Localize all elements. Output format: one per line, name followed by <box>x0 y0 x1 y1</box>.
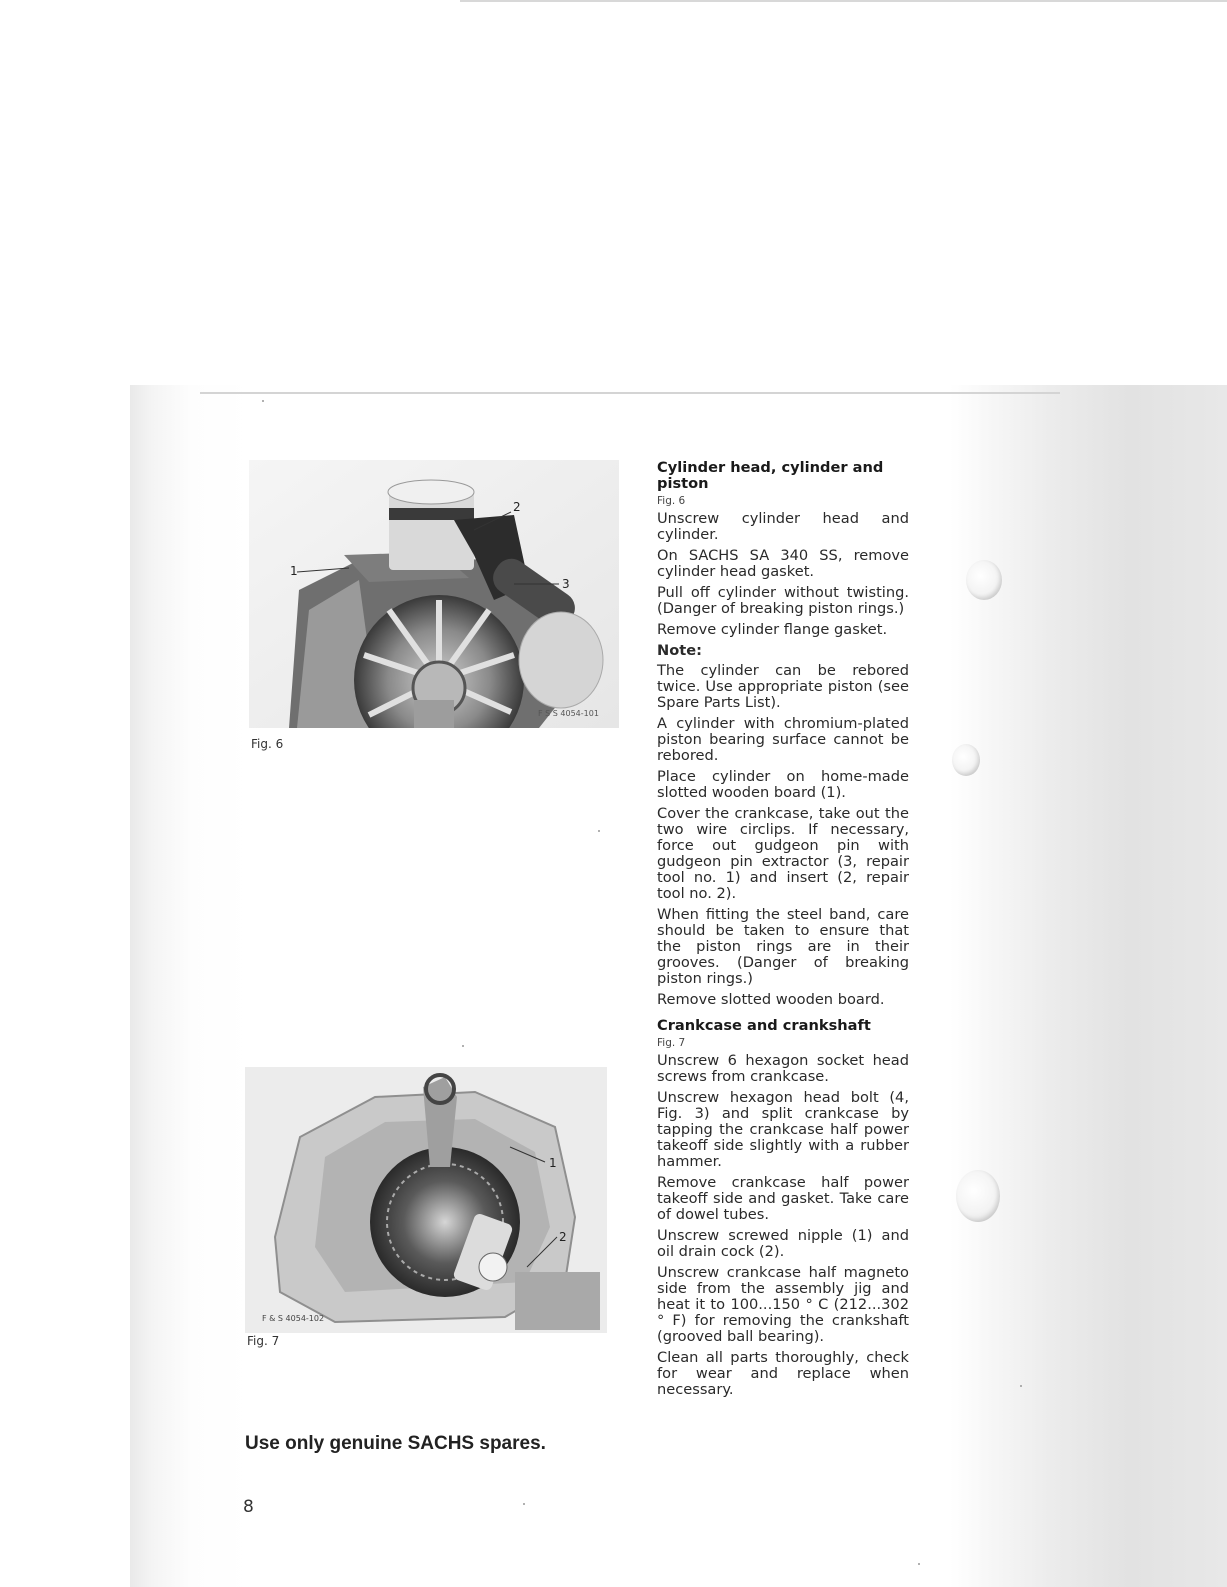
fig6-caption: Fig. 6 <box>251 737 284 751</box>
scan-speck <box>1020 1385 1022 1387</box>
note-paragraph: A cylinder with chromium-plated piston bearing surface cannot be rebored. <box>657 715 909 764</box>
section2 <box>657 1018 909 1398</box>
section2-paragraph: Unscrew 6 hexagon socket head screws from crankcase. <box>657 1052 909 1085</box>
fig6-callout-1: 1 <box>290 564 298 578</box>
scan-speck <box>598 830 600 832</box>
section1-paragraph: Pull off cylinder without twisting. (Danger of breaking piston rings.) <box>657 584 909 617</box>
binder-hole-middle-icon <box>952 744 980 776</box>
scan-speck <box>523 1503 525 1505</box>
fig7-callout-1: 1 <box>549 1156 557 1170</box>
fig7-callout-2: 2 <box>559 1230 567 1244</box>
page-number: 8 <box>243 1497 254 1517</box>
note-paragraph: Remove slotted wooden board. <box>657 991 885 1008</box>
note-paragraph: The cylinder can be rebored twice. Use appropriate piston (see Spare Parts List). <box>657 662 909 711</box>
note-paragraph: Place cylinder on home-made slotted wooden board (1). <box>657 768 909 801</box>
binder-hole-bottom-icon <box>956 1170 1000 1222</box>
note-label: Note: <box>657 642 702 659</box>
section2-paragraph: Unscrew crankcase half magneto side from the assembly jig and heat it to 100...150 ° C (212...302 ° F) for removing the crankshaft (grooved ball bearing). <box>657 1264 909 1345</box>
note-paragraph: Cover the crankcase, take out the two wire circlips. If necessary, force out gudgeon pin with gudgeon pin extractor (3, repair tool no. 1) and insert (2, repair tool no. 2). <box>657 805 909 902</box>
section2-paragraph: Clean all parts thoroughly, check for wear and replace when necessary. <box>657 1349 909 1398</box>
fig7-photo <box>245 1067 607 1333</box>
fig7-stamp: F & S 4054-102 <box>262 1314 325 1323</box>
scan-top-line <box>460 0 1227 2</box>
binder-hole-top-icon <box>966 560 1002 600</box>
section1-paragraph: Remove cylinder flange gasket. <box>657 621 888 638</box>
fig6-stamp: F S S 4054-101 <box>538 709 599 718</box>
note-paragraph: When fitting the steel band, care should be taken to ensure that the piston rings are in their grooves. (Danger of breaking piston rings.) <box>657 906 909 987</box>
crankcase-crankshaft-photo-icon <box>245 1067 607 1333</box>
section2-heading: Crankcase and crankshaft <box>657 1017 871 1034</box>
scan-speck <box>462 1045 464 1047</box>
instructions-column <box>657 460 909 1403</box>
engine-cylinder-photo-icon <box>249 460 619 728</box>
fig6-photo <box>249 460 619 728</box>
section1-paragraph: On SACHS SA 340 SS, remove cylinder head gasket. <box>657 547 909 580</box>
fig6-callout-3: 3 <box>562 577 570 591</box>
page-top-edge <box>200 392 1060 394</box>
section2-paragraph: Unscrew hexagon head bolt (4, Fig. 3) and split crankcase by tapping the crankcase half power takeoff side slightly with a rubber hammer. <box>657 1089 909 1170</box>
section2-figref: Fig. 7 <box>657 1037 686 1049</box>
scan-speck <box>262 400 264 402</box>
scan-speck <box>918 1563 920 1565</box>
section1-heading: Cylinder head, cylinder and piston <box>657 459 884 492</box>
fig7-caption: Fig. 7 <box>247 1334 280 1348</box>
genuine-spares-slogan: Use only genuine SACHS spares. <box>245 1433 546 1454</box>
section1-paragraph: Unscrew cylinder head and cylinder. <box>657 510 909 543</box>
section2-paragraph: Remove crankcase half power takeoff side and gasket. Take care of dowel tubes. <box>657 1174 909 1223</box>
section2-paragraph: Unscrew screwed nipple (1) and oil drain cock (2). <box>657 1227 909 1260</box>
section1-figref: Fig. 6 <box>657 495 686 507</box>
fig6-callout-2: 2 <box>513 500 521 514</box>
